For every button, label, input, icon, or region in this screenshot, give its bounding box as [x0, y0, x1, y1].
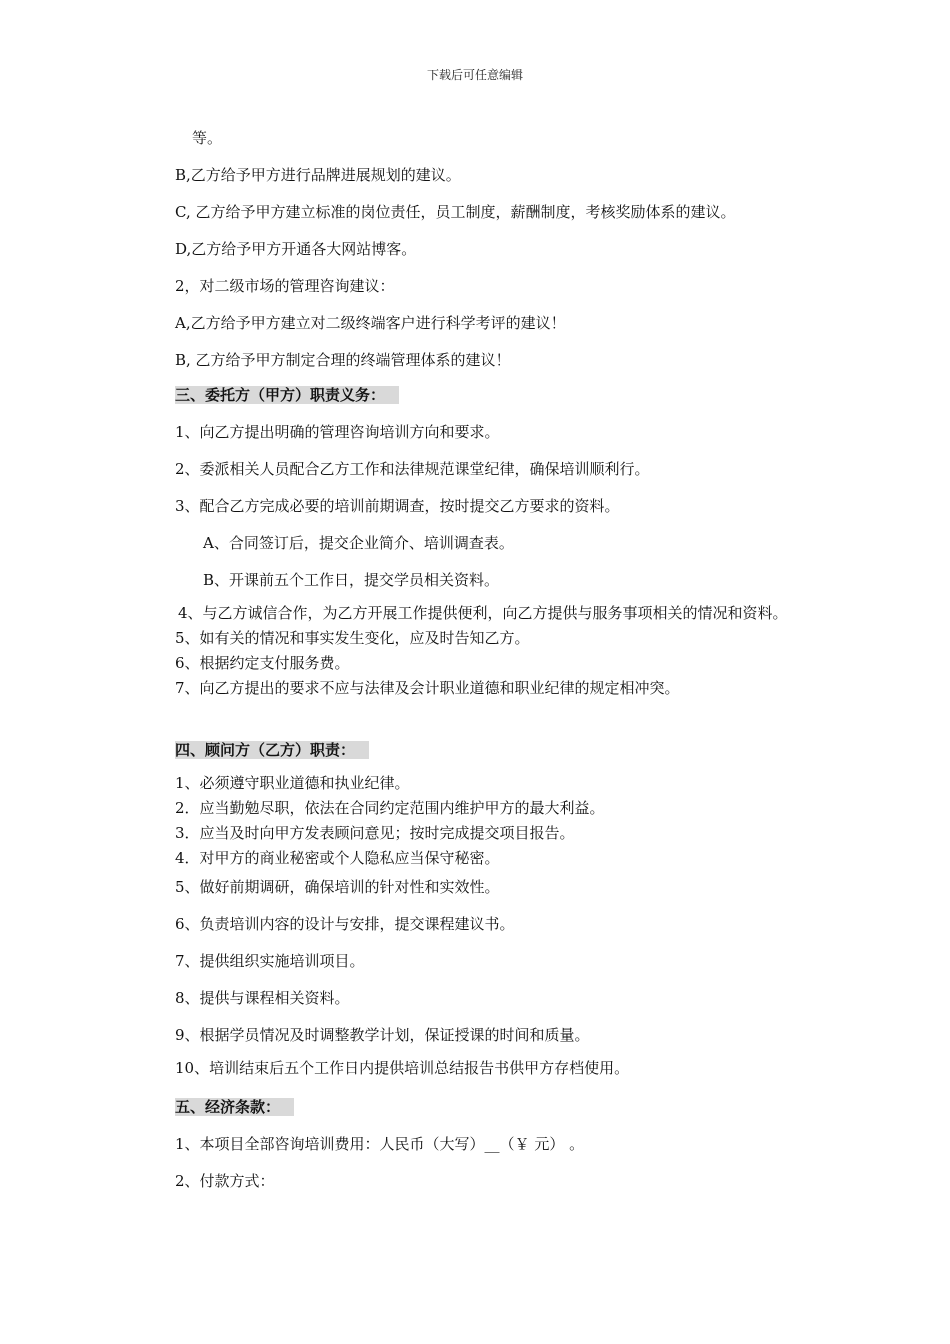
- paragraph-line: 2．应当勤勉尽职，依法在合同约定范围内维护甲方的最大利益。: [175, 799, 605, 817]
- paragraph-line: 8、提供与课程相关资料。: [175, 989, 350, 1007]
- paragraph-line: B、开课前五个工作日，提交学员相关资料。: [203, 571, 500, 589]
- paragraph-line: 6、根据约定支付服务费。: [175, 654, 350, 672]
- paragraph-line: 2，对二级市场的管理咨询建议：: [175, 277, 395, 295]
- paragraph-line: 1、本项目全部咨询培训费用：人民币（大写）__（￥ 元） 。: [175, 1135, 585, 1153]
- paragraph-line: B, 乙方给予甲方制定合理的终端管理体系的建议！: [175, 351, 511, 369]
- paragraph-line: A,乙方给予甲方建立对二级终端客户进行科学考评的建议！: [175, 314, 566, 332]
- paragraph-line: 7、向乙方提出的要求不应与法律及会计职业道德和职业纪律的规定相冲突。: [175, 679, 680, 697]
- section-heading-text: 三、委托方（甲方）职责义务：: [175, 386, 399, 404]
- section-heading: [175, 740, 369, 760]
- paragraph-line: 6、负责培训内容的设计与安排，提交课程建议书。: [175, 915, 515, 933]
- paragraph-line: 5、做好前期调研，确保培训的针对性和实效性。: [175, 878, 500, 896]
- paragraph-line: 3．应当及时向甲方发表顾问意见；按时完成提交项目报告。: [175, 824, 575, 842]
- paragraph-line: D,乙方给予甲方开通各大网站博客。: [175, 240, 417, 258]
- paragraph-line: 4．对甲方的商业秘密或个人隐私应当保守秘密。: [175, 849, 500, 867]
- paragraph-line: 4、与乙方诚信合作，为乙方开展工作提供便利，向乙方提供与服务事项相关的情况和资料。: [178, 604, 788, 622]
- paragraph-line: A、合同签订后，提交企业简介、培训调查表。: [203, 534, 514, 552]
- paragraph-line: 7、提供组织实施培训项目。: [175, 952, 365, 970]
- page-header-note: 下载后可任意编辑: [426, 68, 523, 82]
- section-heading-text: 五、经济条款：: [175, 1098, 294, 1116]
- paragraph-line: 1、向乙方提出明确的管理咨询培训方向和要求。: [175, 423, 500, 441]
- paragraph-line: 10、培训结束后五个工作日内提供培训总结报告书供甲方存档使用。: [175, 1059, 630, 1077]
- paragraph-line: 2、委派相关人员配合乙方工作和法律规范课堂纪律，确保培训顺利行。: [175, 460, 650, 478]
- section-heading-text: 四、顾问方（乙方）职责：: [175, 741, 369, 759]
- paragraph-line: C, 乙方给予甲方建立标准的岗位责任，员工制度，薪酬制度，考核奖励体系的建议。: [175, 203, 736, 221]
- paragraph-line: 5、如有关的情况和事实发生变化，应及时告知乙方。: [175, 629, 530, 647]
- paragraph-line: 9、根据学员情况及时调整教学计划，保证授课的时间和质量。: [175, 1026, 590, 1044]
- paragraph-line: 等。: [192, 129, 223, 147]
- paragraph-line: 1、必须遵守职业道德和执业纪律。: [175, 774, 410, 792]
- paragraph-line: 3、配合乙方完成必要的培训前期调查，按时提交乙方要求的资料。: [175, 497, 620, 515]
- paragraph-line: B,乙方给予甲方进行品牌进展规划的建议。: [175, 166, 461, 184]
- paragraph-line: 2、付款方式：: [175, 1172, 275, 1190]
- section-heading: [175, 385, 399, 405]
- section-heading: [175, 1097, 294, 1117]
